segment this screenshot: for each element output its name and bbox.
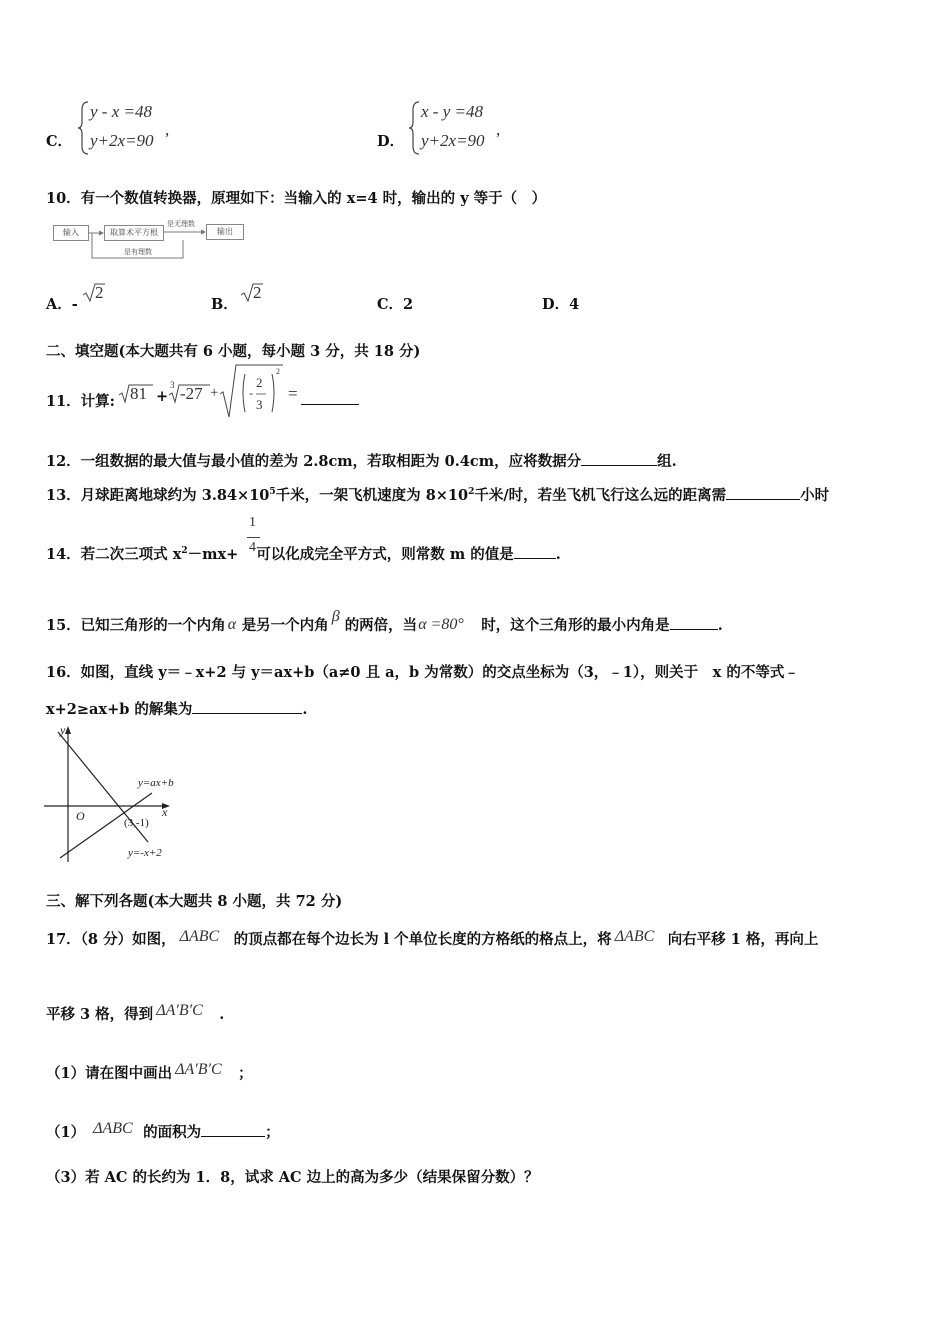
q14-fraction-bar	[247, 537, 260, 538]
q17-text-b: 的顶点都在每个边长为 l 个单位长度的方格纸的格点上，将	[233, 931, 612, 948]
q17-text-c: 向右平移 1 格，再向上	[667, 931, 819, 948]
q13-line	[46, 484, 829, 505]
q16-line-1: 16．如图，直线 y＝﹣x+2 与 y＝ax+b（a≠0 且 a，b 为常数）的交点坐标为（3，﹣1），则关于 x 的不等式﹣	[46, 664, 799, 681]
q10-text: 10．有一个数值转换器，原理如下：当输入的 x=4 时，输出的 y 等于（ ）	[46, 190, 547, 207]
q17-text-a: 17．（8 分）如图，	[46, 931, 176, 948]
q13-answer-blank[interactable]	[726, 485, 800, 500]
option-d-eq2: y+2x=90	[421, 131, 485, 150]
q17-sub-1	[46, 1062, 253, 1083]
q16-answer-blank[interactable]	[192, 699, 302, 714]
q14-answer-blank[interactable]	[514, 544, 556, 559]
q11-radicand-1: 81	[130, 384, 147, 403]
option-d-eq1: x - y =48	[421, 102, 483, 121]
q11-numerator: 2	[256, 375, 263, 390]
option-d-label: D．	[377, 133, 405, 150]
graph-line1-label: y=ax+b	[138, 777, 174, 789]
q15-text-a: 15．已知三角形的一个内角	[46, 617, 226, 634]
option-c-eq2: y+2x=90	[90, 131, 154, 150]
q17-sub2-b: 的面积为	[143, 1124, 202, 1141]
q16-graph	[40, 722, 190, 868]
q17-sub2-c: ；	[265, 1124, 280, 1141]
q14-fraction-num: 1	[249, 515, 256, 530]
q13-exp-1: 5	[269, 487, 276, 498]
q15-text-c: 的两倍，当	[344, 617, 418, 634]
option-c-comma: ,	[165, 120, 170, 139]
q16-line-2: x+2≥ax+b 的解集为	[46, 701, 193, 718]
flow-process-box: 取算术平方根	[104, 225, 164, 241]
q10-option-a-label: A．-	[46, 296, 78, 313]
q11-plus-1: +	[156, 388, 169, 405]
q14-exp: 2	[181, 546, 188, 557]
q11-denominator: 3	[256, 397, 263, 412]
q12-line	[46, 450, 677, 471]
q15-line	[46, 608, 723, 635]
q14-text-b: －mx+	[187, 546, 239, 563]
q16-suffix: .	[302, 701, 308, 718]
option-c-eq1: y - x =48	[90, 102, 152, 121]
q17-sub1-a: （1）请在图中画出	[46, 1065, 173, 1082]
option-c-label: C．	[46, 133, 73, 150]
q17-sub-2	[46, 1121, 280, 1142]
q10-option-a-radicand: 2	[95, 283, 104, 302]
option-d-comma: ,	[496, 120, 501, 139]
q11-root-index: 3	[170, 380, 175, 390]
q17-abc-3: ΔABC	[93, 1120, 133, 1137]
q13-suffix: 小时	[800, 487, 830, 504]
flow-rational-label: 是有理数	[124, 248, 152, 256]
q17-sub1-b: ；	[238, 1065, 253, 1082]
q17-line-2	[46, 1003, 224, 1024]
q12-suffix: 组.	[657, 453, 677, 470]
q11-radicand-2: -27	[180, 384, 203, 403]
q10-option-d: D．4	[542, 296, 580, 313]
q10-option-b-radicand: 2	[253, 283, 262, 302]
q15-condition: α =80°	[418, 616, 464, 633]
q12-answer-blank[interactable]	[581, 451, 657, 466]
q16-line-2-wrap	[46, 698, 307, 719]
q17-abc-2: ΔABC	[614, 928, 655, 945]
graph-origin-label: O	[76, 809, 85, 823]
section-3-heading: 三、解下列各题(本大题共 8 小题，共 72 分)	[46, 893, 343, 910]
q11-plus-2: +	[210, 385, 219, 401]
q10-option-c: C．2	[377, 296, 414, 313]
q14-suffix: .	[555, 546, 561, 563]
q17-abc-prime-2: ΔA′B′C	[175, 1061, 222, 1078]
q13-exp-2: 2	[468, 487, 475, 498]
q17-abc-1: ΔABC	[179, 928, 220, 945]
q11-prefix: 11．计算:	[46, 393, 116, 410]
q17-line-1	[46, 928, 818, 949]
graph-x-label: x	[162, 805, 168, 819]
flow-output-box: 输出	[206, 224, 244, 240]
q10-option-b-label: B．	[211, 296, 238, 313]
q15-beta: β	[331, 608, 340, 625]
q12-text: 12．一组数据的最大值与最小值的差为 2.8cm，若取相距为 0.4cm，应将数据分	[46, 453, 582, 470]
q17-area-blank[interactable]	[201, 1122, 265, 1137]
q15-suffix: .	[717, 617, 723, 634]
flow-input-box: 输入	[53, 225, 89, 241]
q17-sub2-a: （1）	[46, 1124, 86, 1141]
q17-line2-b: .	[219, 1006, 225, 1023]
q17-sub-3: （3）若 AC 的长约为 1．8，试求 AC 边上的高为多少（结果保留分数）？	[46, 1169, 539, 1186]
q11-equals: =	[288, 384, 298, 403]
section-2-heading: 二、填空题(本大题共有 6 小题，每小题 3 分，共 18 分)	[46, 343, 421, 360]
q11-exponent: 2	[276, 367, 280, 376]
q15-alpha: α	[227, 616, 237, 633]
graph-y-label: y	[60, 723, 66, 737]
q11-neg-sign: -	[249, 386, 253, 400]
graph-point-label: (3,-1)	[124, 817, 149, 829]
q14-fraction-den: 4	[249, 540, 256, 555]
q14-text-a: 14．若二次三项式 x	[46, 546, 182, 563]
q11-answer-blank[interactable]	[301, 390, 359, 405]
flow-irrational-label: 是无理数	[167, 220, 195, 228]
q13-text-a: 13．月球距离地球约为 3.84×10	[46, 487, 270, 504]
q14-line	[46, 543, 561, 564]
q15-text-d: 时，这个三角形的最小内角是	[481, 617, 670, 634]
graph-line2-label: y=-x+2	[128, 847, 162, 859]
q15-answer-blank[interactable]	[670, 615, 718, 630]
q13-text-b: 千米，一架飞机速度为 8×10	[275, 487, 469, 504]
graph-y-arrow-icon	[65, 726, 71, 734]
q17-line2-a: 平移 3 格，得到	[46, 1006, 154, 1023]
q15-text-b: 是另一个内角	[241, 617, 329, 634]
q13-text-c: 千米/时，若坐飞机飞行这么远的距离需	[474, 487, 727, 504]
q14-text-c: 可以化成完全平方式，则常数 m 的值是	[256, 546, 514, 563]
q17-abc-prime-1: ΔA′B′C	[156, 1002, 203, 1019]
